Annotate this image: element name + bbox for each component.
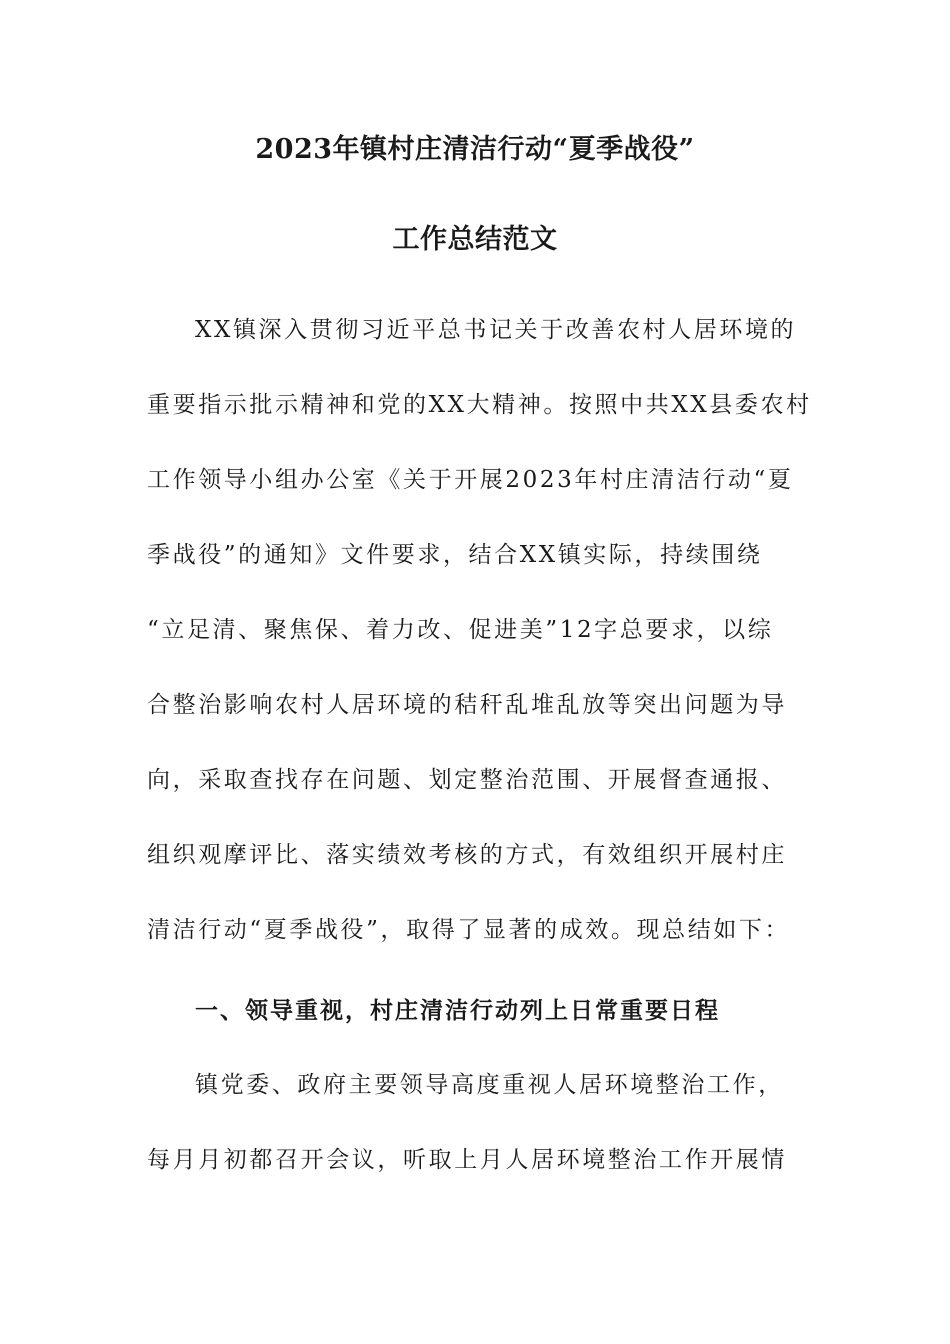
paragraph-line: 组织观摩评比、落实绩效考核的方式，有效组织开展村庄 — [147, 842, 787, 868]
paragraph-line: 重要指示批示精神和党的XX大精神。按照中共XX县委农村 — [147, 392, 812, 418]
paragraph-line: “立足清、聚焦保、着力改、促进美”12字总要求，以综 — [147, 617, 774, 643]
section-heading-1: 一、领导重视，村庄清洁行动列上日常重要日程 — [195, 997, 720, 1024]
paragraph-line: 合整治影响农村人居环境的秸秆乱堆乱放等突出问题为导 — [147, 692, 787, 718]
document-title-line-1: 2023年镇村庄清洁行动“夏季战役” — [255, 134, 695, 165]
paragraph-line: 每月月初都召开会议，听取上月人居环境整治工作开展情 — [147, 1147, 787, 1173]
paragraph-line: 向，采取查找存在问题、划定整治范围、开展督查通报、 — [147, 767, 787, 793]
paragraph-line: 镇党委、政府主要领导高度重视人居环境整治工作， — [195, 1072, 784, 1098]
document-title-line-2: 工作总结范文 — [392, 224, 558, 255]
paragraph-line: 季战役”的通知》文件要求，结合XX镇实际，持续围绕 — [147, 542, 763, 568]
paragraph-line: 工作领导小组办公室《关于开展2023年村庄清洁行动“夏 — [147, 467, 794, 493]
paragraph-line: 清洁行动“夏季战役”，取得了显著的成效。现总结如下： — [147, 917, 791, 943]
intro-paragraph — [147, 293, 812, 968]
section1-paragraph — [147, 1048, 807, 1198]
paragraph-line: XX镇深入贯彻习近平总书记关于改善农村人居环境的 — [195, 317, 797, 343]
